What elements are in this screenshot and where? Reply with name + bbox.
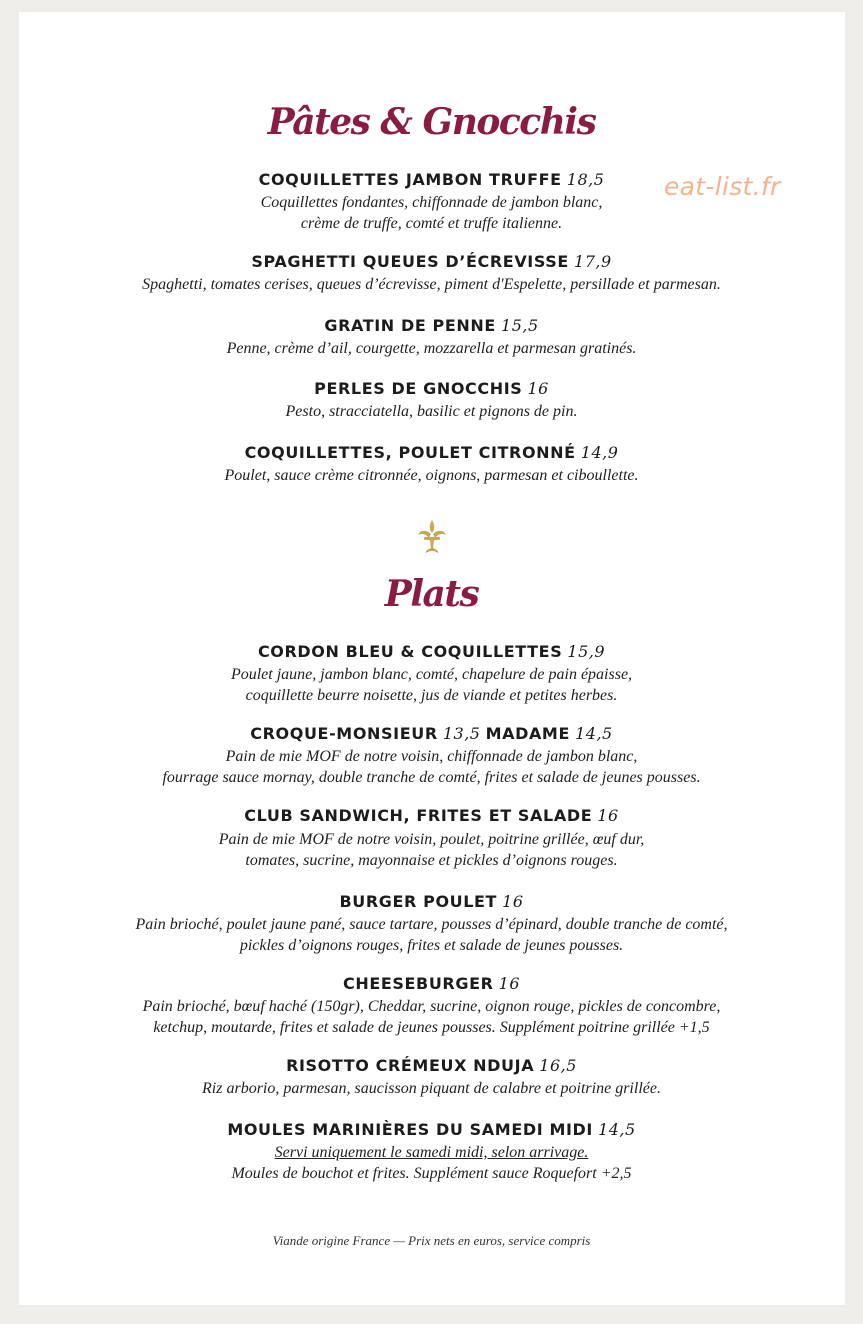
description-line: ketchup, moutarde, frites et salade de jeunes pousses. Supplément poitrine grillée +1,5	[153, 1019, 710, 1036]
description-line: Pain brioché, poulet jaune pané, sauce tartare, pousses d’épinard, double tranche de comté,	[135, 916, 728, 933]
item-name: SPAGHETTI QUEUES D’ÉCREVISSE	[251, 252, 569, 271]
item-name: BURGER POULET	[339, 892, 498, 911]
section-title-pates: Pâtes & Gnocchis	[267, 101, 596, 143]
description-line: Spaghetti, tomates cerises, queues d’écrevisse, piment d'Espelette, persillade et parmesan.	[142, 276, 721, 293]
item-price: 14,5	[598, 1120, 636, 1139]
item-price: 18,5	[566, 170, 605, 189]
item-description	[0, 829, 863, 871]
item-name: CLUB SANDWICH, FRITES ET SALADE	[244, 806, 593, 825]
menu-item-name	[0, 642, 863, 661]
footer-note: Viande origine France — Prix nets en euros, service compris	[272, 1233, 591, 1248]
menu-item-name	[0, 170, 863, 189]
menu-item-name	[0, 1120, 863, 1139]
watermark-text: eat-list.fr	[664, 172, 781, 201]
item-price: 14,9	[580, 443, 619, 462]
menu-item-name	[0, 316, 863, 335]
description-line: Pain brioché, bœuf haché (150gr), Cheddar, sucrine, oignon rouge, pickles de concombre,	[142, 998, 721, 1015]
item-price: 15,9	[567, 642, 606, 661]
item-price-secondary: 14,5	[575, 724, 613, 743]
description-line: tomates, sucrine, mayonnaise et pickles d’oignons rouges.	[245, 852, 618, 869]
description-line: Moules de bouchot et frites. Supplément sauce Roquefort +2,5	[231, 1165, 632, 1182]
menu-item-name	[0, 974, 863, 993]
item-price: 16	[597, 806, 619, 825]
description-line: fourrage sauce mornay, double tranche de comté, frites et salade de jeunes pousses.	[162, 769, 701, 786]
item-description	[0, 664, 863, 706]
item-description	[0, 1142, 863, 1184]
item-description	[0, 914, 863, 956]
description-line: Riz arborio, parmesan, saucisson piquant de calabre et poitrine grillée.	[202, 1080, 661, 1097]
item-name: CHEESEBURGER	[343, 974, 494, 993]
item-name: COQUILLETTES JAMBON TRUFFE	[258, 170, 562, 189]
item-price: 16	[498, 974, 520, 993]
menu-item-name	[0, 379, 863, 398]
section-title-plats: Plats	[384, 573, 479, 615]
description-line: Coquillettes fondantes, chiffonnade de jambon blanc,	[260, 194, 603, 211]
item-name-secondary: MADAME	[485, 724, 570, 743]
item-description	[0, 192, 863, 234]
item-price: 16	[527, 379, 549, 398]
menu-item-name	[0, 1056, 863, 1075]
item-description	[0, 338, 863, 359]
item-description	[0, 274, 863, 295]
item-price: 15,5	[501, 316, 539, 335]
item-name: COQUILLETTES, POULET CITRONNÉ	[244, 443, 576, 462]
item-description	[0, 996, 863, 1038]
description-line: Poulet, sauce crème citronnée, oignons, parmesan et ciboullette.	[224, 467, 639, 484]
item-name: CROQUE-MONSIEUR	[250, 724, 438, 743]
item-name: GRATIN DE PENNE	[324, 316, 496, 335]
item-description	[0, 1078, 863, 1099]
availability-note: Servi uniquement le samedi midi, selon arrivage.	[274, 1144, 589, 1161]
menu-item-name	[0, 892, 863, 911]
description-line: Pain de mie MOF de notre voisin, chiffonnade de jambon blanc,	[225, 748, 638, 765]
fleur-de-lis-icon	[415, 518, 449, 554]
description-line: Poulet jaune, jambon blanc, comté, chapelure de pain épaisse,	[230, 666, 633, 683]
description-line: coquillette beurre noisette, jus de viande et petites herbes.	[245, 687, 618, 704]
item-price: 17,9	[574, 252, 612, 271]
description-line: crème de truffe, comté et truffe italienne.	[300, 215, 563, 232]
item-price: 16,5	[539, 1056, 577, 1075]
item-description	[0, 746, 863, 788]
item-description	[0, 465, 863, 486]
item-description	[0, 401, 863, 422]
menu-item-name	[0, 806, 863, 825]
menu-item-name	[0, 724, 863, 743]
description-line: pickles d’oignons rouges, frites et salade de jeunes pousses.	[239, 937, 624, 954]
menu-item-name	[0, 252, 863, 271]
item-name: RISOTTO CRÉMEUX NDUJA	[286, 1056, 535, 1075]
item-name: PERLES DE GNOCCHIS	[314, 379, 523, 398]
item-price: 16	[502, 892, 524, 911]
item-price: 13,5	[442, 724, 481, 743]
item-name: MOULES MARINIÈRES DU SAMEDI MIDI	[227, 1120, 593, 1139]
description-line: Pain de mie MOF de notre voisin, poulet, poitrine grillée, œuf dur,	[218, 831, 645, 848]
description-line: Pesto, stracciatella, basilic et pignons de pin.	[285, 403, 578, 420]
description-line: Penne, crème d’ail, courgette, mozzarella et parmesan gratinés.	[226, 340, 637, 357]
item-name: CORDON BLEU & COQUILLETTES	[257, 642, 563, 661]
menu-item-name	[0, 443, 863, 462]
